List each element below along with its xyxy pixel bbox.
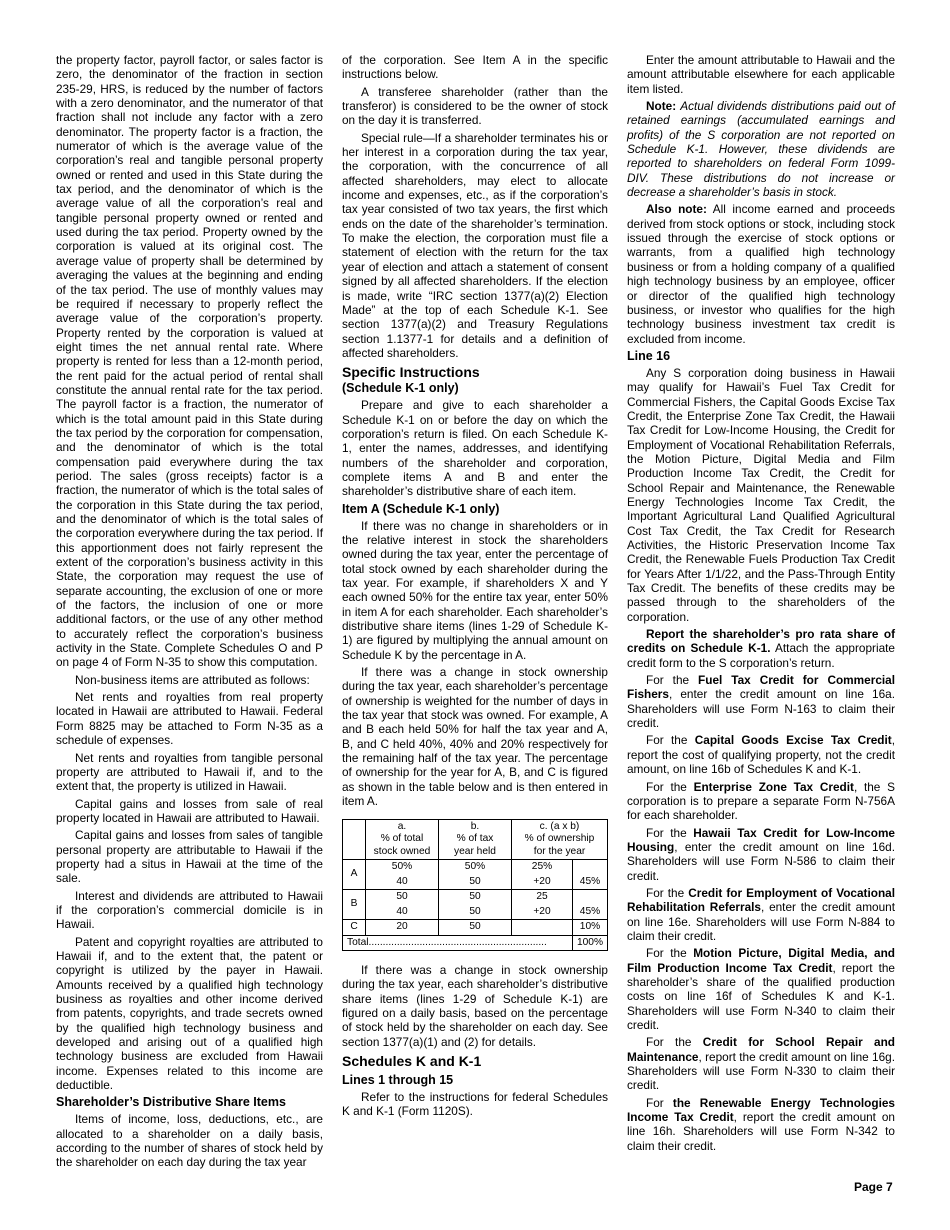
credit-post: , report the cost of qualifying property, not the credit amount, on line 16b of Schedules K and K-1.	[627, 733, 895, 777]
credit-post: , report the credit amount on line 16h. Shareholders will use Form N-342 to claim their credit.	[627, 1110, 895, 1153]
cell-total-b: 45%	[573, 890, 608, 920]
paragraph-special-rule: Special rule—If a shareholder terminates his or her interest in a corporation during the tax year, the corporation, with the concurrence of all affected shareholders, may elect to allocate income and expenses, etc., as if the corporation’s tax year consisted of two tax years, the first which ends on the date of the shareholder’s termination. To make the election, the corporation must file a statement of election with the return for the tax year of election and attach a statement of consent signed by all affected shareholders. If the election is made, write “IRC section 1377(a)(2) Election Made” at the top of each Schedule K-1. See section 1377(a)(2) and Treasury Regulations section 1.1377-1 for details and a definition of affected shareholders.	[342, 130, 608, 360]
cell-total-a: 45%	[573, 860, 608, 890]
heading-specific-instructions: Specific Instructions	[342, 364, 480, 381]
table-header-b	[439, 819, 512, 860]
heading-schedules-k: Schedules K and K-1	[342, 1053, 482, 1070]
cell: 50%	[439, 860, 512, 875]
paragraph-patent: Patent and copyright royalties are attributed to Hawaii if, and to the extent that, the patent or copyright is utilized by the payer in Hawaii. Amounts received by a qualified high technology business as royalties and other income derived from patents, copyrights, and trade secrets owned by the qualified high technology business and developed and arising out of a qualified high technology business are excluded from Hawaii income. Expenses related to this income are deductible.	[56, 934, 323, 1093]
paragraph-refer: Refer to the instructions for federal Schedules K and K-1 (Form 1120S).	[342, 1090, 608, 1119]
header-b-line1: b.	[470, 820, 480, 832]
paragraph-rents-real: Net rents and royalties from real property located in Hawaii are attributed to Hawaii. Federal Form 8825 may be attached to Form N-35 as a schedule of expenses.	[56, 690, 323, 748]
paragraph-credit-low-income-housing	[627, 826, 895, 883]
cell: 40	[366, 875, 439, 890]
report-bold: Report the shareholder’s pro rata share of credits on Schedule K-1.	[627, 627, 895, 656]
table-header-a	[366, 819, 439, 860]
paragraph-rents-tangible: Net rents and royalties from tangible personal property are attributed to Hawaii if, and to the extent that, the property is utilized in Hawaii.	[56, 750, 323, 794]
credit-post: , report the shareholder’s share of the qualified production costs on line 16f of Schedules K and K-1. Shareholders will use Form N-340 to claim their credit.	[627, 960, 895, 1032]
table-row	[343, 860, 608, 875]
credit-post: , the S corporation is to prepare a separate Form N-756A for each shareholder.	[627, 779, 895, 823]
credit-pre: For the	[646, 779, 694, 794]
heading-lines-1-15: Lines 1 through 15	[342, 1073, 454, 1088]
credit-pre: For the	[646, 825, 694, 840]
cell: 50	[439, 920, 512, 936]
paragraph-credit-renewable-energy	[627, 1096, 895, 1153]
paragraph-also-note	[627, 202, 895, 345]
cell: 50	[366, 890, 439, 905]
cell: 25	[512, 890, 573, 905]
credit-name: Credit for School Repair and Maintenance	[627, 1035, 895, 1064]
page-number: Page 7	[854, 1180, 893, 1194]
table-row	[343, 920, 608, 936]
paragraph-nonbusiness: Non-business items are attributed as follows:	[75, 672, 310, 687]
ownership-table	[342, 819, 608, 952]
paragraph-continued: of the corporation. See Item A in the specific instructions below.	[342, 53, 608, 82]
header-c-line1: c. (a x b)	[539, 820, 580, 832]
paragraph-credit-motion-picture	[627, 946, 895, 1032]
paragraph-credit-enterprise-zone	[627, 780, 895, 823]
table-header-c	[512, 819, 608, 860]
paragraph-report	[627, 627, 895, 670]
credit-pre: For the	[646, 885, 689, 900]
also-note-label: Also note:	[646, 202, 707, 217]
note-label: Note:	[646, 99, 677, 114]
table-row	[343, 875, 608, 890]
header-a-line1: a.	[397, 820, 407, 832]
cell: 50%	[366, 860, 439, 875]
heading-specific-sub: (Schedule K-1 only)	[342, 381, 459, 396]
heading-item-a: Item A (Schedule K-1 only)	[342, 501, 500, 516]
header-c-line3: for the year	[533, 845, 586, 857]
cell: 40	[366, 905, 439, 920]
credit-pre: For the	[646, 1035, 703, 1050]
paragraph-interest: Interest and dividends are attributed to Hawaii if the corporation’s commercial domicile is in Hawaii.	[56, 888, 323, 932]
row-label-c: C	[343, 920, 366, 936]
cell: 50	[439, 875, 512, 890]
table-row	[343, 905, 608, 920]
paragraph-credit-fuel	[627, 673, 895, 730]
table-header-row	[343, 819, 608, 860]
heading-line-16: Line 16	[627, 348, 671, 363]
cell	[512, 920, 573, 936]
total-label: Total	[347, 936, 369, 948]
credit-pre: For the	[646, 946, 694, 961]
credit-post: , enter the credit amount on line 16a. Shareholders will use Form N-163 to claim their credit.	[627, 687, 895, 731]
header-a-line3: stock owned	[373, 845, 431, 857]
cell: 20	[366, 920, 439, 936]
column-middle	[342, 53, 608, 1122]
cell: +20	[512, 905, 573, 920]
header-c-line2: % of ownership	[524, 833, 595, 844]
paragraph-no-change: If there was no change in shareholders or in the relative interest in stock the shareholders owned during the tax year, enter the percentage of total stock owned by each shareholder during the tax year. For example, if shareholders X and Y each owned 50% for the entire tax year, enter 50% in item A for each shareholder. Each shareholder’s distributive share items (lines 1-29 of Schedule K-1) are figured by multiplying the annual amount on Schedule K by the percentage in A.	[342, 518, 608, 662]
header-b-line3: year held	[454, 845, 496, 857]
credit-name: Hawaii Tax Credit for Low-Income Housing	[627, 825, 895, 854]
paragraph-credit-vocational	[627, 886, 895, 943]
cell-total-c: 10%	[573, 920, 608, 936]
paragraph-apportionment: the property factor, payroll factor, or sales factor is zero, the denominator of the fraction in section 235-29, HRS, is reduced by the number of factors with a zero denominator, and the numerator of that fraction shall not include any factor with a zero denominator. The property factor is a fraction, the numerator of which is the average value of the corporation’s real and tangible personal property owned or rented and used in this State during the tax period, and the denominator of which is the average value of all the corporation’s real and tangible personal property owned or rented and used during the tax period. Property owned by the corporation is valued at its original cost. The average value of property shall be determined by averaging the values at the beginning and ending of the tax period. The use of monthly values may be required if necessary to properly reflect the average value of the corporation’s property. Property rented by the corporation is valued at eight times the net annual rental rate. Where property is rented for less than a 12-month period, the rent paid for the actual period of rental shall constitute the annual rental rate for the tax period. The payroll factor is a fraction, the numerator of which is the total amount paid in this State during the tax period by the corporation for compensation, and the denominator of which is the total compensation paid everywhere during the tax period. The sales (gross receipts) factor is a fraction, the numerator of which is the total sales of the corporation in this State during the tax period, and the denominator of which is the total sales of the corporation everywhere during the tax period. If this apportionment does not fairly represent the extent of the corporation’s business activity in this State, the corporation may request the use of separate accounting, the exclusion of one or more of the factors, the inclusion of one or more additional factors, or the use of any other method to accurately reflect the corporation’s business activity in the State. Complete Schedules O and P on page 4 of Form N-35 to show this computation.	[56, 53, 323, 670]
credit-post: , enter the credit amount on line 16d. Shareholders will use Form N-586 to claim their credit.	[627, 839, 895, 883]
total-label-cell	[343, 935, 573, 951]
total-dots: ...............................................................	[368, 936, 547, 948]
column-left	[56, 53, 323, 1173]
paragraph-prepare: Prepare and give to each shareholder a Schedule K-1 on or before the day on which the corporation’s return is filed. On each Schedule K-1, enter the names, addresses, and identifying numbers of the shareholder and corporation, complete items A and B and enter the shareholder’s distributive share of each item.	[342, 398, 608, 499]
paragraph-capgain-tangible: Capital gains and losses from sales of tangible personal property are attributable to Hawaii if the property had a situs in Hawaii at the time of the sale.	[56, 828, 323, 886]
table-header-blank	[343, 819, 366, 860]
header-b-line2: % of tax	[456, 833, 494, 844]
table-total-row	[343, 935, 608, 951]
credit-post: , report the credit amount on line 16g. Shareholders will use Form N-330 to claim their credit.	[627, 1049, 895, 1093]
heading-share-items: Shareholder’s Distributive Share Items	[56, 1095, 286, 1110]
credit-post: , enter the credit amount on line 16e. Shareholders will use Form N-884 to claim their credit.	[627, 900, 896, 943]
credit-pre: For	[646, 1095, 673, 1110]
cell: 50	[439, 905, 512, 920]
paragraph-change: If there was a change in stock ownership during the tax year, each shareholder’s percentage of ownership is weighted for the number of days in the tax year that stock was owned. For example, A and B each held 50% for half the tax year and A, B, and C held 40%, 40% and 20% respectively for the remaining half of the tax year. The percentage of ownership for the year for A, B, and C is figured as shown in the table below and is then entered in item A.	[342, 665, 608, 809]
row-label-a: A	[343, 860, 366, 890]
paragraph-note	[627, 99, 895, 199]
credit-name: Enterprise Zone Tax Credit	[693, 779, 854, 794]
credit-pre: For the	[646, 733, 695, 748]
column-right	[627, 53, 895, 1156]
table-row	[343, 890, 608, 905]
credit-name: Capital Goods Excise Tax Credit	[694, 733, 892, 748]
paragraph-daily-basis: If there was a change in stock ownership during the tax year, each shareholder’s distributive share items (lines 1-29 of Schedule K-1) are figured on a daily basis, based on the percentage of stock held by the shareholder on each day. See section 1377(a)(1) and (2) for details.	[342, 963, 608, 1049]
cell: 25%	[512, 860, 573, 875]
credit-name: Fuel Tax Credit for Commercial Fishers	[627, 673, 895, 702]
paragraph-capgain-real: Capital gains and losses from sale of real property located in Hawaii are attributed to Hawaii.	[56, 796, 323, 825]
credit-pre: For the	[646, 673, 699, 688]
paragraph-credits-list: Any S corporation doing business in Hawaii may qualify for Hawaii’s Fuel Tax Credit for Commercial Fishers, the Capital Goods Excise Tax Credit, the Enterprise Zone Tax Credit, the Hawaii Tax Credit for Low-Income Housing, the Credit for Employment of Vocational Rehabilitation Referrals, the Motion Picture, Digital Media and Film Production Income Tax Credit, the Credit for School Repair and Maintenance, the Renewable Energy Technologies Income Tax Credit, the Important Agricultural Land Qualified Agricultural Cost Tax Credit, the Tax Credit for Research Activities, the Historic Preservation Income Tax Credit, the Renewable Fuels Production Tax Credit for Years After 1/1/22, and the Pass-Through Entity Tax Credit. The benefits of these credits may be passed through to the shareholders of the corporation.	[627, 365, 895, 624]
paragraph-transferee: A transferee shareholder (rather than the transferor) is considered to be the owner of stock on the day it is transferred.	[342, 84, 608, 128]
cell: +20	[512, 875, 573, 890]
paragraph-credit-school-repair	[627, 1035, 895, 1092]
paragraph-credit-capital-goods	[627, 733, 895, 776]
total-value: 100%	[573, 935, 608, 951]
credit-name: the Renewable Energy Technologies Income Tax Credit	[627, 1095, 895, 1125]
note-text: Actual dividends distributions paid out of retained earnings (accumulated earnings and profits) of the S corporation are not reported on Schedule K-1. However, these dividends are reported to shareholders on federal Form 1099-DIV. These distributions do not increase or decrease a shareholder’s basis in stock.	[627, 99, 895, 200]
cell: 50	[439, 890, 512, 905]
paragraph-items-allocated: Items of income, loss, deductions, etc., are allocated to a shareholder on a daily basis, according to the number of shares of stock held by the shareholder on each day during the tax year	[56, 1112, 323, 1170]
credit-name: Motion Picture, Digital Media, and Film Production Income Tax Credit	[627, 946, 896, 975]
row-label-b: B	[343, 890, 366, 920]
paragraph-enter-amount: Enter the amount attributable to Hawaii and the amount attributable elsewhere for each applicable item listed.	[627, 53, 895, 96]
header-a-line2: % of total	[380, 833, 424, 844]
credit-name: Credit for Employment of Vocational Rehabilitation Referrals	[627, 885, 896, 915]
also-note-text: All income earned and proceeds derived from stock options or stock, including stock issued through the exercise of stock options or warrants, from a qualified high technology business or from a holding company of a qualified high technology business by an employee, officer or director of the qualified high technology business, or investor who qualifies for the high technology business investment tax credit is excluded from income.	[627, 202, 895, 346]
report-rest: Attach the appropriate credit form to the S corporation’s return.	[627, 641, 895, 670]
